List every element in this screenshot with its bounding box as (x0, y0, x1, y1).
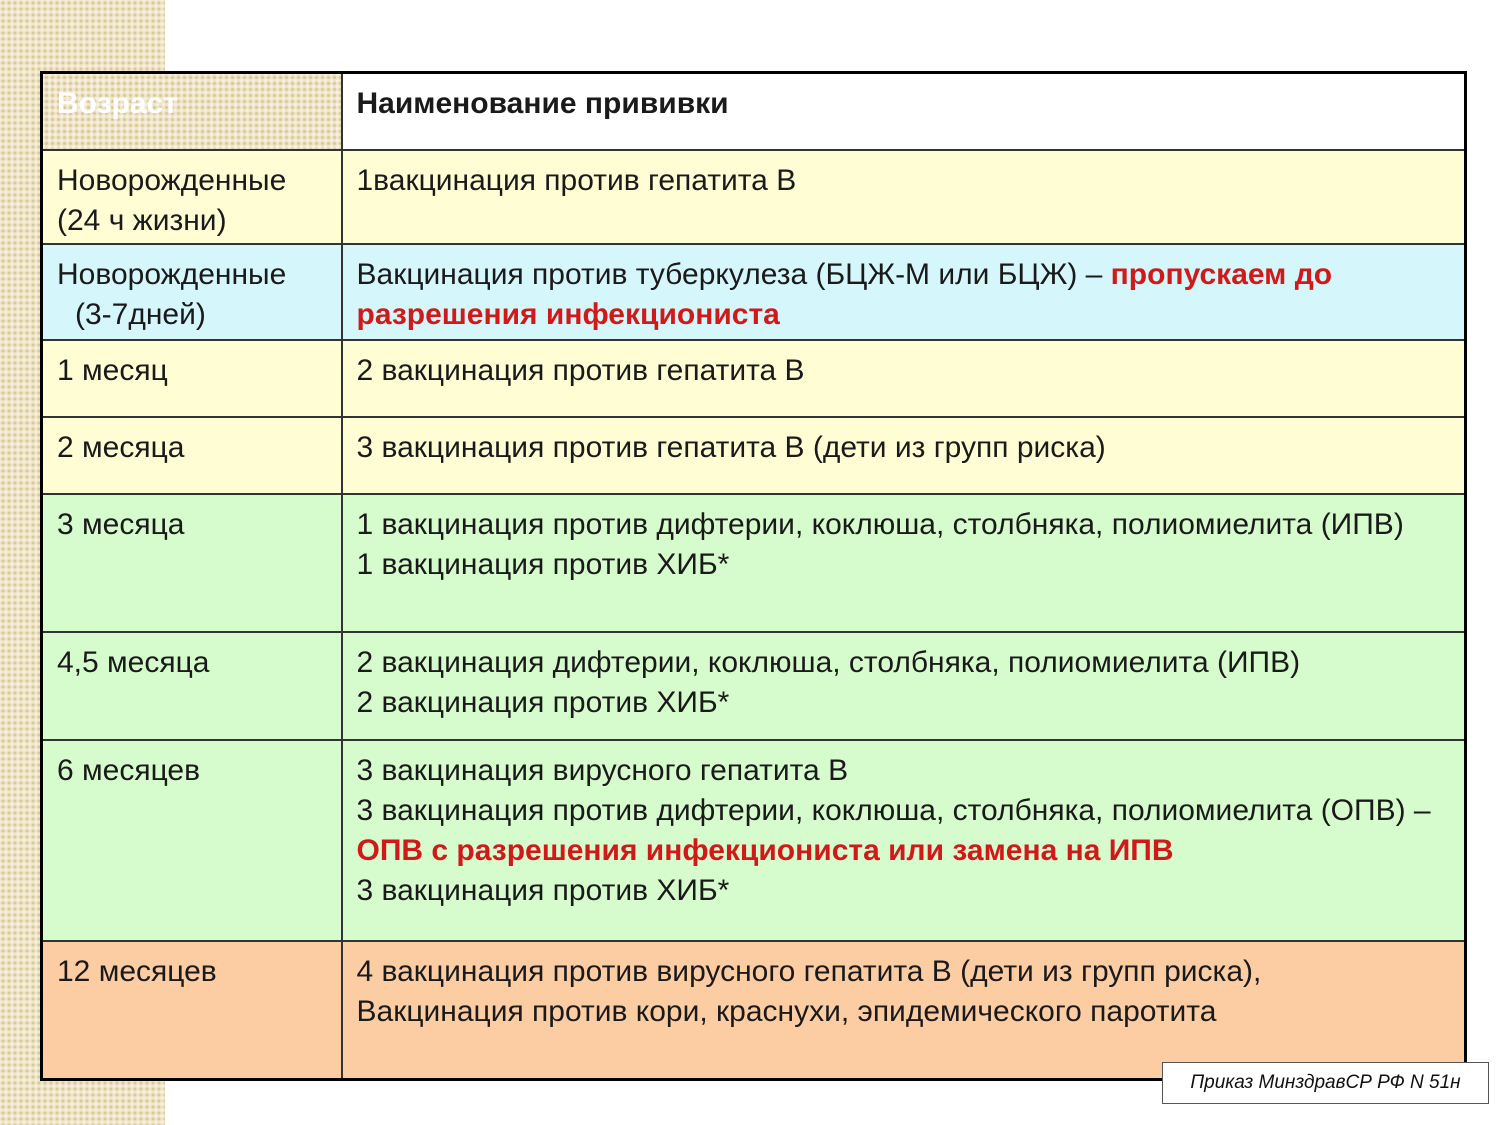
warning-note: ОПВ с разрешения инфекциониста или замена на ИПВ (356, 833, 1174, 867)
age-cell: 12 месяцев (42, 941, 342, 1080)
age-line: Новорожденные (57, 163, 287, 197)
header-age: Возраст (42, 73, 342, 150)
vaccine-text: Вакцинация против туберкулеза (БЦЖ-М или БЦЖ) – (356, 257, 1111, 291)
vaccine-text: 3 вакцинация против дифтерии, коклюша, столбняка, полиомиелита (ОПВ) – (356, 793, 1431, 827)
vaccine-cell: 2 вакцинация против гепатита В (342, 340, 1466, 417)
vaccine-cell (342, 244, 1466, 340)
vaccine-line (357, 791, 1451, 871)
age-cell: 2 месяца (42, 417, 342, 494)
age-cell (42, 244, 342, 340)
age-line: (24 ч жизни) (57, 203, 227, 237)
vaccine-line: 2 вакцинация против ХИБ* (356, 685, 730, 719)
age-line: Новорожденные (57, 257, 287, 291)
vaccine-cell (342, 632, 1466, 740)
table-row (42, 417, 1466, 494)
age-cell: 6 месяцев (42, 740, 342, 941)
table-row (42, 740, 1466, 941)
table-row (42, 941, 1466, 1080)
table-header-row (42, 73, 1466, 150)
vaccine-cell (342, 740, 1466, 941)
vaccine-cell: 3 вакцинация против гепатита В (дети из групп риска) (342, 417, 1466, 494)
vaccine-line: Вакцинация против кори, краснухи, эпидемического паротита (356, 994, 1217, 1028)
table-row (42, 244, 1466, 340)
vaccine-cell (342, 941, 1466, 1080)
age-cell: 3 месяца (42, 494, 342, 632)
vaccine-line: 4 вакцинация против вирусного гепатита В (дети из групп риска), (356, 954, 1262, 988)
source-footnote: Приказ МинздравСР РФ N 51н (1162, 1062, 1489, 1104)
vaccine-line: 1 вакцинация против дифтерии, коклюша, столбняка, полиомиелита (ИПВ) (356, 507, 1404, 541)
vaccine-line: 3 вакцинация вирусного гепатита В (356, 753, 849, 787)
warning-note: пропускаем до разрешения инфекциониста (356, 257, 1333, 331)
table-row (42, 150, 1466, 244)
vaccine-cell (342, 494, 1466, 632)
vaccine-line: 1 вакцинация против ХИБ* (356, 547, 730, 581)
age-cell (42, 150, 342, 244)
header-vaccine-name: Наименование прививки (342, 73, 1466, 150)
table-row (42, 494, 1466, 632)
age-cell: 1 месяц (42, 340, 342, 417)
vaccine-line: 3 вакцинация против ХИБ* (356, 873, 730, 907)
vaccine-line: 2 вакцинация дифтерии, коклюша, столбняка, полиомиелита (ИПВ) (356, 645, 1301, 679)
table-row (42, 340, 1466, 417)
age-cell: 4,5 месяца (42, 632, 342, 740)
vaccination-schedule-table (40, 71, 1467, 1081)
age-line: (3-7дней) (75, 297, 206, 331)
table-row (42, 632, 1466, 740)
vaccine-cell: 1вакцинация против гепатита В (342, 150, 1466, 244)
